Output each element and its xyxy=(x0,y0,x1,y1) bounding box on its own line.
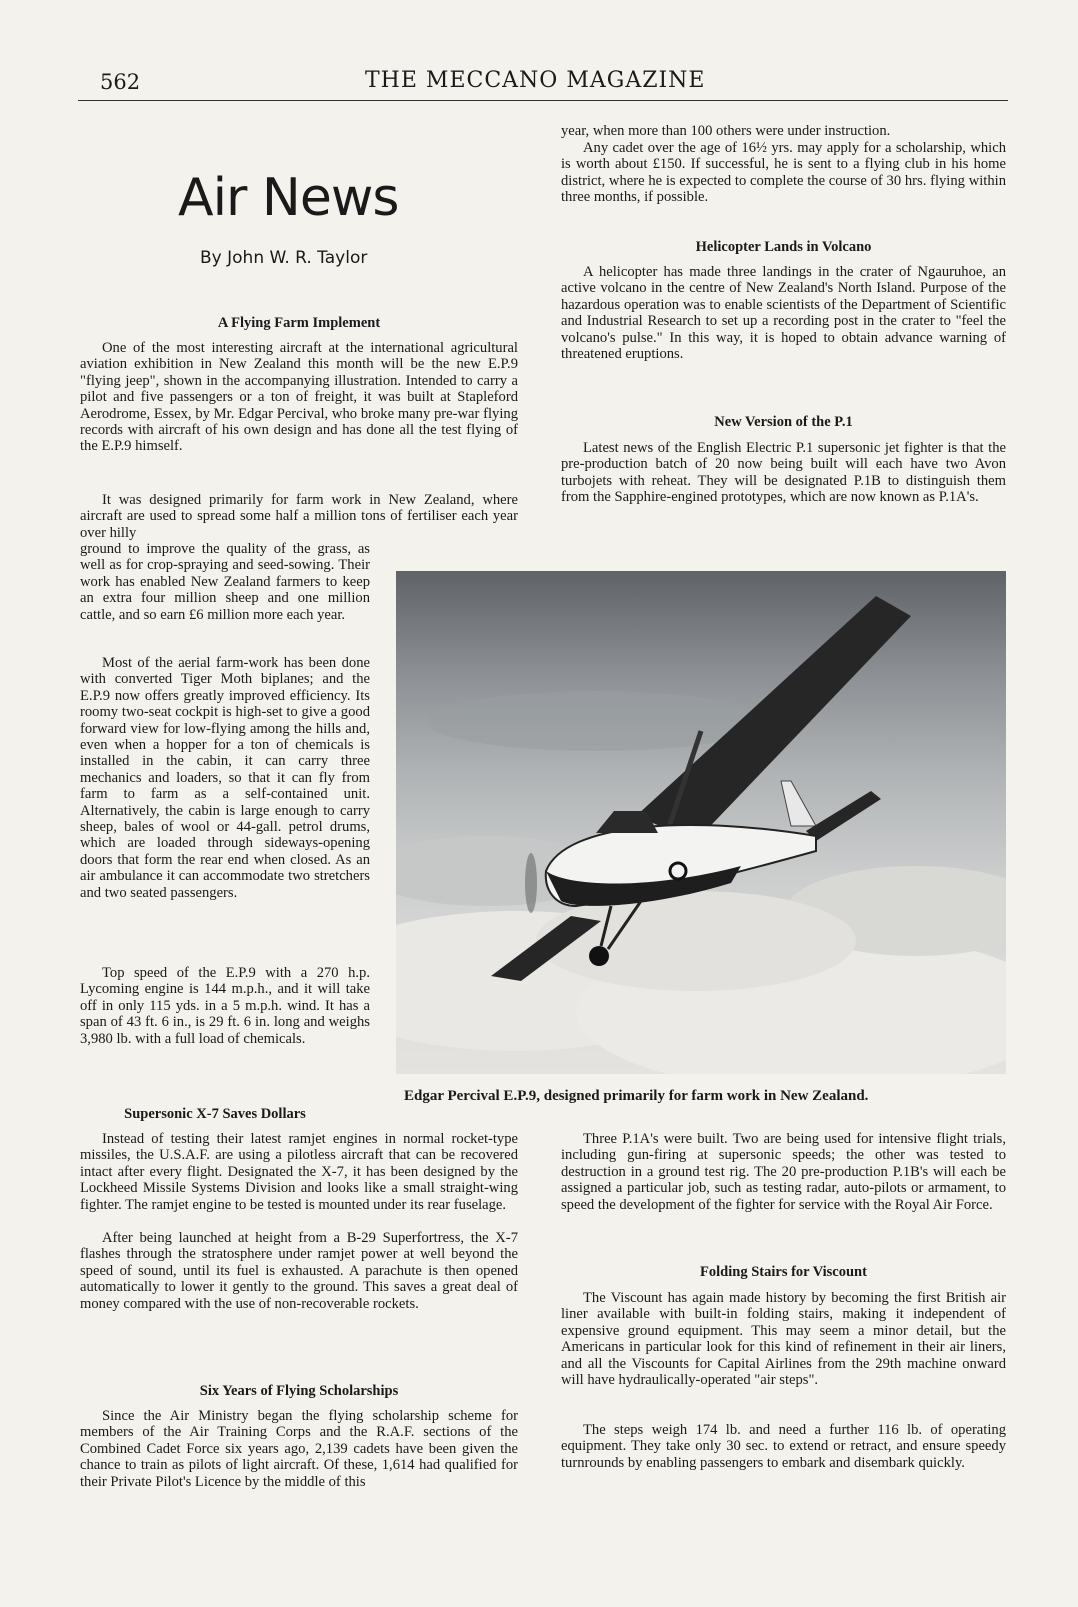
paragraph: year, when more than 100 others were under instruction. xyxy=(561,123,891,139)
paragraph: After being launched at height from a B-29 Superfortress, the X-7 flashes through the stratosphere under ramjet power at well beyond the speed of sound, until its fuel is exhausted. A parachute is then opened automatically to lower it gently to the ground. This saves a great deal of money compared with the use of non-recoverable rockets. xyxy=(80,1230,518,1312)
aircraft-photo xyxy=(396,571,1006,1074)
paragraph: It was designed primarily for farm work in New Zealand, where aircraft are used to spread some half a million tons of fertiliser each year over hilly xyxy=(80,492,518,541)
header-rule xyxy=(78,100,1008,101)
paragraph: The steps weigh 174 lb. and need a further 116 lb. of operating equipment. They take only 30 sec. to extend or retract, and ensure speedy turnrounds by enabling passengers to embark and disembark quickly. xyxy=(561,1422,1006,1471)
section-heading-viscount: Folding Stairs for Viscount xyxy=(700,1264,867,1280)
section-heading-helicopter: Helicopter Lands in Volcano xyxy=(695,239,872,255)
page-number: 562 xyxy=(100,70,141,94)
section-heading-scholarships: Six Years of Flying Scholarships xyxy=(199,1383,399,1399)
aircraft-illustration xyxy=(396,571,1006,1074)
paragraph: One of the most interesting aircraft at the international agricultural aviation exhibition in New Zealand this month will be the new E.P.9 "flying jeep", shown in the accompanying illustration. Intended to carry a pilot and five passengers or a ton of freight, it was built at Stapleford Aerodrome, Essex, by Mr. Edgar Percival, who broke many pre-war flying records with aircraft of his own design and has done all the test flying of the E.P.9 himself. xyxy=(80,340,518,455)
article-title: Air News xyxy=(178,168,399,228)
paragraph: Three P.1A's were built. Two are being used for intensive flight trials, including gun-firing at supersonic speeds; the other was tested to destruction in a ground test rig. The 20 pre-production P.1B's will each be assigned a particular job, such as testing radar, auto-pilots or armament, to speed the development of the fighter for service with the Royal Air Force. xyxy=(561,1131,1006,1213)
paragraph: A helicopter has made three landings in the crater of Ngauruhoe, an active volcano in the centre of New Zealand's North Island. Purpose of the hazardous operation was to enable scientists of the Department of Scientific and Industrial Research to set up a recording post in the crater to "feel the volcano's pulse." In this way, it is hoped to obtain advance warning of threatened eruptions. xyxy=(561,264,1006,363)
paragraph: ground to improve the quality of the grass, as well as for crop-spraying and seed-sowing. Their work has enabled New Zealand farmers to keep an extra four million sheep and one million cattle, and so earn £6 million more each year. xyxy=(80,541,370,623)
section-heading-p1: New Version of the P.1 xyxy=(714,414,853,430)
paragraph: Any cadet over the age of 16½ yrs. may apply for a scholarship, which is worth about £150. If successful, he is sent to a flying club in his home district, where he is expected to complete the course of 30 hrs. flying within three months, if possible. xyxy=(561,140,1006,206)
paragraph: Top speed of the E.P.9 with a 270 h.p. Lycoming engine is 144 m.p.h., and it will take off in only 115 yds. in a 5 m.p.h. wind. It has a span of 43 ft. 6 in., is 29 ft. 6 in. long and weighs 3,980 lb. with a full load of chemicals. xyxy=(80,965,370,1047)
paragraph: Instead of testing their latest ramjet engines in normal rocket-type missiles, the U.S.A.F. are using a pilotless aircraft that can be recovered intact after every flight. Designated the X-7, it has been designed by the Lockheed Missile Systems Division and looks like a small straight-wing fighter. The ramjet engine to be tested is mounted under its rear fuselage. xyxy=(80,1131,518,1213)
running-title: THE MECCANO MAGAZINE xyxy=(365,68,706,93)
paragraph: Since the Air Ministry began the flying scholarship scheme for members of the Air Training Corps and the R.A.F. sections of the Combined Cadet Force six years ago, 2,139 cadets have been given the chance to train as pilots of light aircraft. Of these, 1,614 had qualified for their Private Pilot's Licence by the middle of this xyxy=(80,1408,518,1490)
section-heading-x7: Supersonic X-7 Saves Dollars xyxy=(124,1106,306,1122)
section-heading-flying-farm: A Flying Farm Implement xyxy=(217,315,381,331)
byline: By John W. R. Taylor xyxy=(200,248,368,268)
paragraph: Most of the aerial farm-work has been done with converted Tiger Moth biplanes; and the E.P.9 now offers greatly improved efficiency. Its roomy two-seat cockpit is high-set to give a good forward view for low-flying among the hills and, even when a hopper for a ton of chemicals is installed in the cabin, it can carry three mechanics and loaders, so that it can fly from farm to farm as a self-contained unit. Alternatively, the cabin is large enough to carry sheep, bales of wool or 44-gall. petrol drums, which are loaded through sideways-opening doors that form the rear end when closed. As an air ambulance it can accommodate two stretchers and two seated passengers. xyxy=(80,655,370,901)
paragraph: Latest news of the English Electric P.1 supersonic jet fighter is that the pre-production batch of 20 now being built will each have two Avon turbojets with reheat. They will be designated P.1B to distinguish them from the Sapphire-engined prototypes, which are now known as P.1A's. xyxy=(561,440,1006,506)
figure-caption: Edgar Percival E.P.9, designed primarily for farm work in New Zealand. xyxy=(404,1088,869,1104)
paragraph: The Viscount has again made history by becoming the first British air liner available with built-in folding stairs, making it independent of expensive ground equipment. This may seem a minor detail, but the Americans in particular look for this kind of refinement in their air liners, and all the Viscounts for Capital Airlines from the 29th machine onward will have hydraulically-operated "air steps". xyxy=(561,1290,1006,1389)
